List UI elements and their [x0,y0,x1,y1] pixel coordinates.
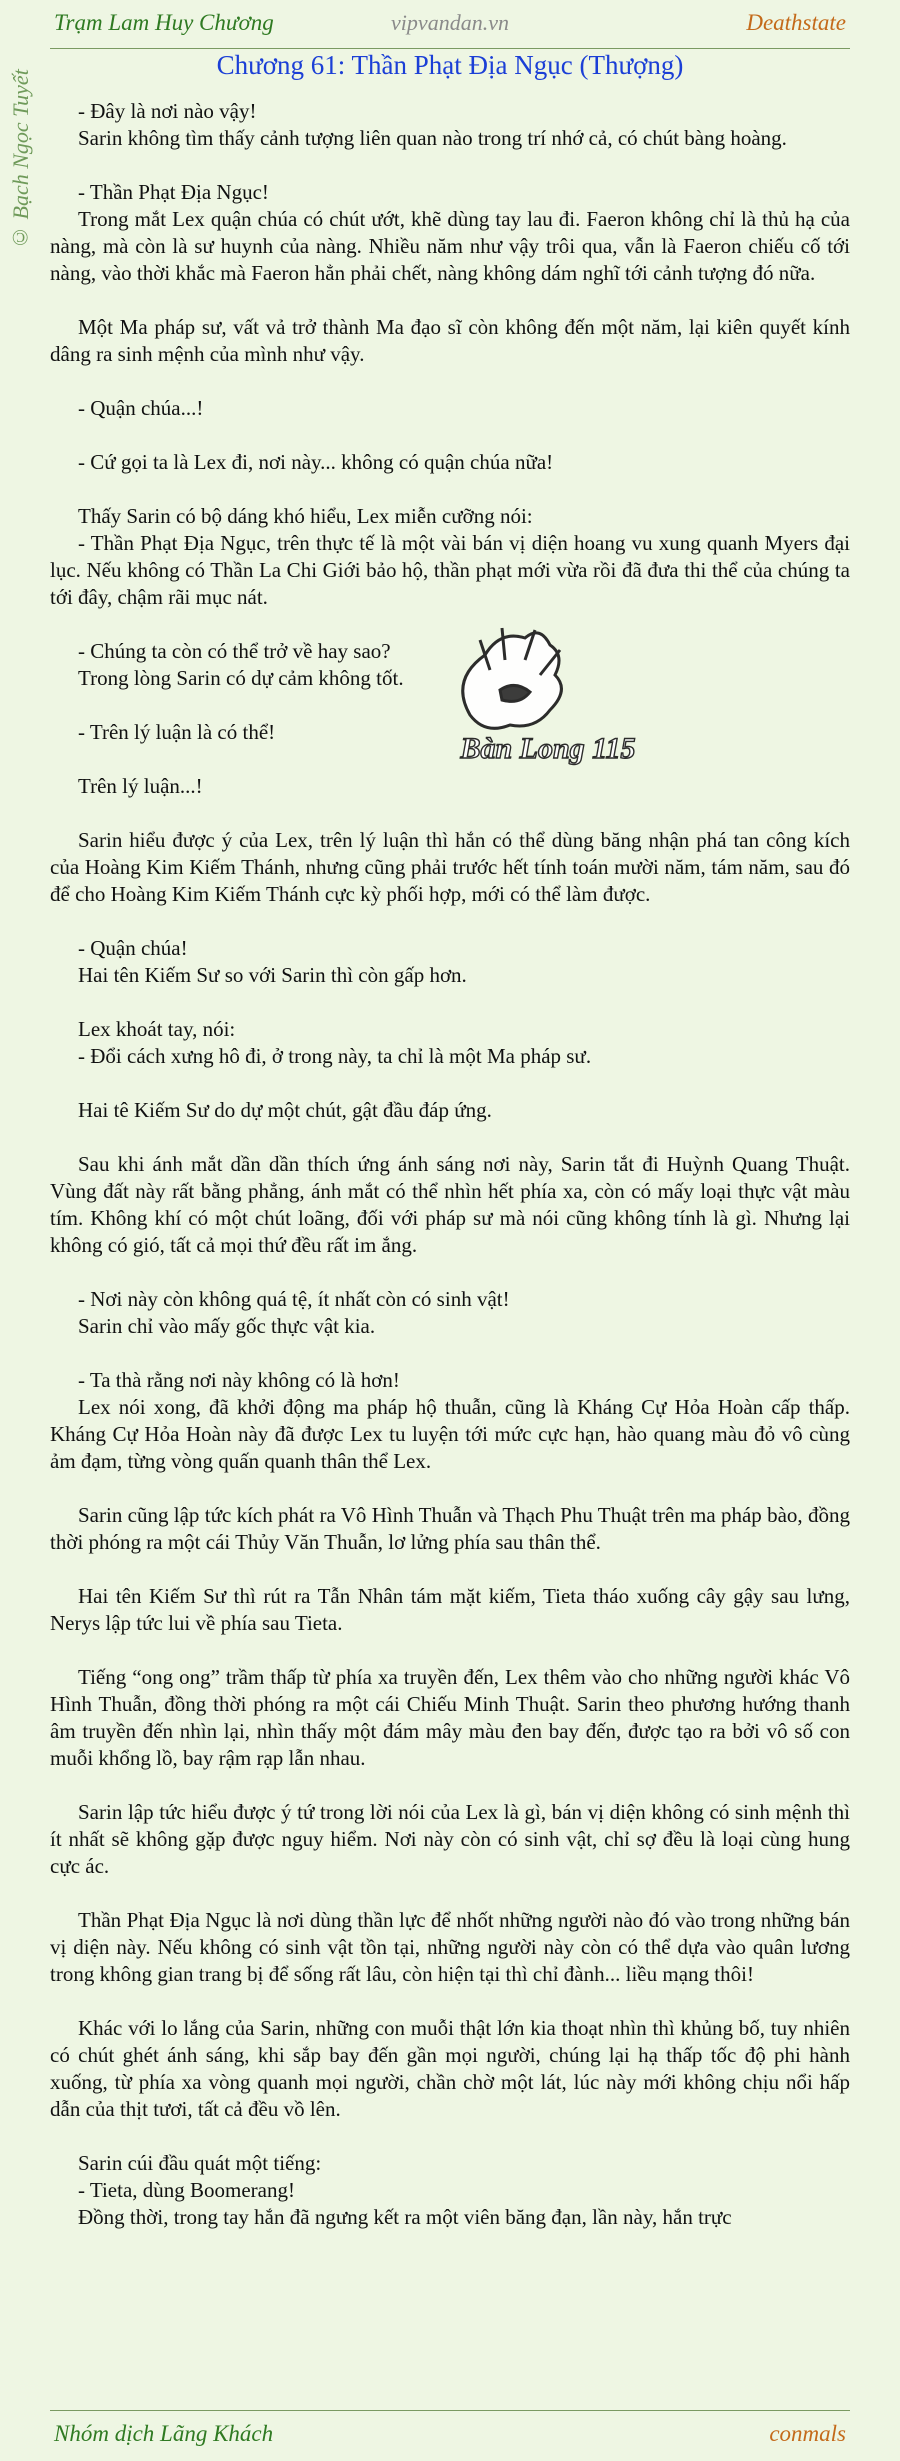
paragraph [50,1502,850,1556]
paragraph [50,98,850,152]
chapter-title: Chương 61: Thần Phạt Địa Ngục (Thượng) [216,50,684,80]
paragraph-line: Sarin hiểu được ý của Lex, trên lý luận thì hắn có thể dùng băng nhận phá tan công kích của Hoàng Kim Kiếm Thánh, nhưng cũng phải trước hết tính toán mười năm, tám năm, sau đó để cho Hoàng Kim Kiếm Thánh cực kỳ phối hợp, mới có thể làm được. [50,828,850,906]
paragraph-line: Sarin cúi đầu quát một tiếng: [78,2151,322,2175]
paragraph-line: - Đổi cách xưng hô đi, ở trong này, ta chỉ là một Ma pháp sư. [78,1044,592,1068]
paragraph-line: Một Ma pháp sư, vất vả trở thành Ma đạo sĩ còn không đến một năm, lại kiên quyết kính dâng ra sinh mệnh của mình như vậy. [50,315,850,366]
paragraph-line: Hai tê Kiếm Sư do dự một chút, gật đầu đáp ứng. [78,1098,492,1122]
paragraph [50,314,850,368]
paragraph-line: Đồng thời, trong tay hắn đã ngưng kết ra một viên băng đạn, lần này, hắn trực [78,2205,732,2229]
paragraph [50,503,850,611]
header-left-text: Trạm Lam Huy Chương [54,10,274,35]
paragraph [50,1664,850,1772]
paragraph [50,2015,850,2123]
watermark-logo [430,620,660,790]
paragraph-line: - Ta thà rằng nơi này không có là hơn! [78,1368,400,1392]
paragraph-line: Lex khoát tay, nói: [78,1017,236,1041]
paragraph-line: - Thần Phạt Địa Ngục! [78,180,269,204]
paragraph-line: Sau khi ánh mắt dần dần thích ứng ánh sáng nơi này, Sarin tắt đi Huỳnh Quang Thuật. Vùng đất này rất bằng phẳng, ánh mắt có thể nhìn hết phía xa, còn có mấy loại thực vật màu tím. Không khí có một chút loãng, đối với pháp sư mà nói cũng không tính là gì. Nhưng lại không có gió, tất cả mọi thứ đều rất im ắng. [50,1152,850,1257]
paragraph [50,1907,850,1988]
paragraph-line: Khác với lo lắng của Sarin, những con muỗi thật lớn kia thoạt nhìn thì khủng bố, tuy nhiên có chút ghét ánh sáng, khi sắp bay đến gần mọi người, chúng lại hạ thấp tốc độ phi hành xuống, từ phía xa vòng quanh mọi người, chần chờ một lát, lúc này mới không chịu nổi hấp dẫn của thịt tươi, tất cả đều vồ lên. [50,2016,850,2121]
paragraph-line: Hai tên Kiếm Sư so với Sarin thì còn gấp hơn. [78,963,467,987]
paragraph-line: Lex nói xong, đã khởi động ma pháp hộ thuẫn, cũng là Kháng Cự Hỏa Hoàn cấp thấp. Kháng Cự Hỏa Hoàn này đã được Lex tu luyện tới mức cực hạn, hào quang màu đỏ vô cùng ảm đạm, từng vòng quấn quanh thân thể Lex. [50,1395,850,1473]
header-site-url: vipvandan.vn [391,10,509,35]
paragraph [50,1016,850,1070]
paragraph-line: - Chúng ta còn có thể trở về hay sao? [78,639,391,663]
paragraph-line: - Quận chúa...! [78,396,204,420]
paragraph-line: Tiếng “ong ong” trầm thấp từ phía xa truyền đến, Lex thêm vào cho những người khác Vô Hình Thuẫn, đồng thời phóng ra một cái Chiếu Minh Thuật. Sarin theo phương hướng thanh âm truyền đến nhìn lại, nhìn thấy một đám mây màu đen bay đến, được tạo ra bởi vô số con muỗi khổng lồ, bay rậm rạp lẫn nhau. [50,1665,850,1770]
paragraph-line: Thần Phạt Địa Ngục là nơi dùng thần lực để nhốt những người nào đó vào trong những bán vị diện này. Nếu không có sinh vật tồn tại, những người này còn có thể dựa vào quân lương trong không gian trang bị để sống rất lâu, còn hiện tại thì chỉ đành... liều mạng thôi! [50,1908,850,1986]
paragraph-line: - Tieta, dùng Boomerang! [78,2178,295,2202]
paragraph-line: Sarin không tìm thấy cảnh tượng liên quan nào trong trí nhớ cả, có chút bàng hoàng. [78,126,787,150]
chapter-body [50,98,850,2258]
page-footer [50,2410,850,2461]
paragraph-line: - Quận chúa! [78,936,188,960]
paragraph-line: Thấy Sarin có bộ dáng khó hiểu, Lex miễn cưỡng nói: [78,504,533,528]
paragraph-line: Trong lòng Sarin có dự cảm không tốt. [78,666,404,690]
paragraph [50,1286,850,1340]
paragraph-line: - Cứ gọi ta là Lex đi, nơi này... không có quận chúa nữa! [78,450,554,474]
paragraph [50,1097,850,1124]
paragraph [50,935,850,989]
paragraph-line: Trên lý luận...! [78,774,203,798]
header-right-text: Deathstate [746,10,846,35]
paragraph-line: Hai tên Kiếm Sư thì rút ra Tẫn Nhân tám mặt kiếm, Tieta tháo xuống cây gậy sau lưng, Nerys lập tức lui về phía sau Tieta. [50,1584,850,1635]
paragraph [50,179,850,287]
paragraph [50,395,850,422]
paragraph [50,2150,850,2231]
page-header [50,0,850,49]
paragraph [50,827,850,908]
paragraph-line: - Thần Phạt Địa Ngục, trên thực tế là một vài bán vị diện hoang vu xung quanh Myers đại lục. Nếu không có Thần La Chi Giới bảo hộ, thần phạt mới vừa rồi đã đưa thi thể của chúng ta tới đây, chậm rãi mục nát. [50,531,850,609]
paragraph [50,1151,850,1259]
paragraph [50,1799,850,1880]
paragraph [50,1367,850,1475]
paragraph [50,449,850,476]
paragraph-line: Sarin chỉ vào mấy gốc thực vật kia. [78,1314,376,1338]
paragraph-line: Trong mắt Lex quận chúa có chút ướt, khẽ dùng tay lau đi. Faeron không chỉ là thủ hạ của nàng, mà còn là sư huynh của nàng. Nhiều năm như vậy trôi qua, vẫn là Faeron chiếu cố tới nàng, vào thời khắc mà Faeron hẳn phải chết, nàng không dám nghĩ tới cảnh tượng đó nữa. [50,207,850,285]
paragraph-line: Sarin cũng lập tức kích phát ra Vô Hình Thuẫn và Thạch Phu Thuật trên ma pháp bào, đồng thời phóng ra một cái Thủy Văn Thuẫn, lơ lửng phía sau thân thể. [50,1503,850,1554]
paragraph-line: Sarin lập tức hiểu được ý tứ trong lời nói của Lex là gì, bán vị diện không có sinh mệnh thì ít nhất sẽ không gặp được nguy hiểm. Nơi này còn có sinh vật, chỉ sợ đều là loại cùng hung cực ác. [50,1800,850,1878]
side-credit-text: © Bạch Ngọc Tuyết [8,69,33,250]
paragraph-line: - Trên lý luận là có thể! [78,720,276,744]
paragraph-line: - Đây là nơi nào vậy! [78,99,257,123]
footer-right-text: conmals [769,2421,846,2446]
side-credit [8,40,38,250]
paragraph [50,1583,850,1637]
watermark-text: Bàn Long 115 [460,732,636,765]
footer-left-text: Nhóm dịch Lãng Khách [54,2421,274,2446]
paragraph-line: - Nơi này còn không quá tệ, ít nhất còn có sinh vật! [78,1287,510,1311]
